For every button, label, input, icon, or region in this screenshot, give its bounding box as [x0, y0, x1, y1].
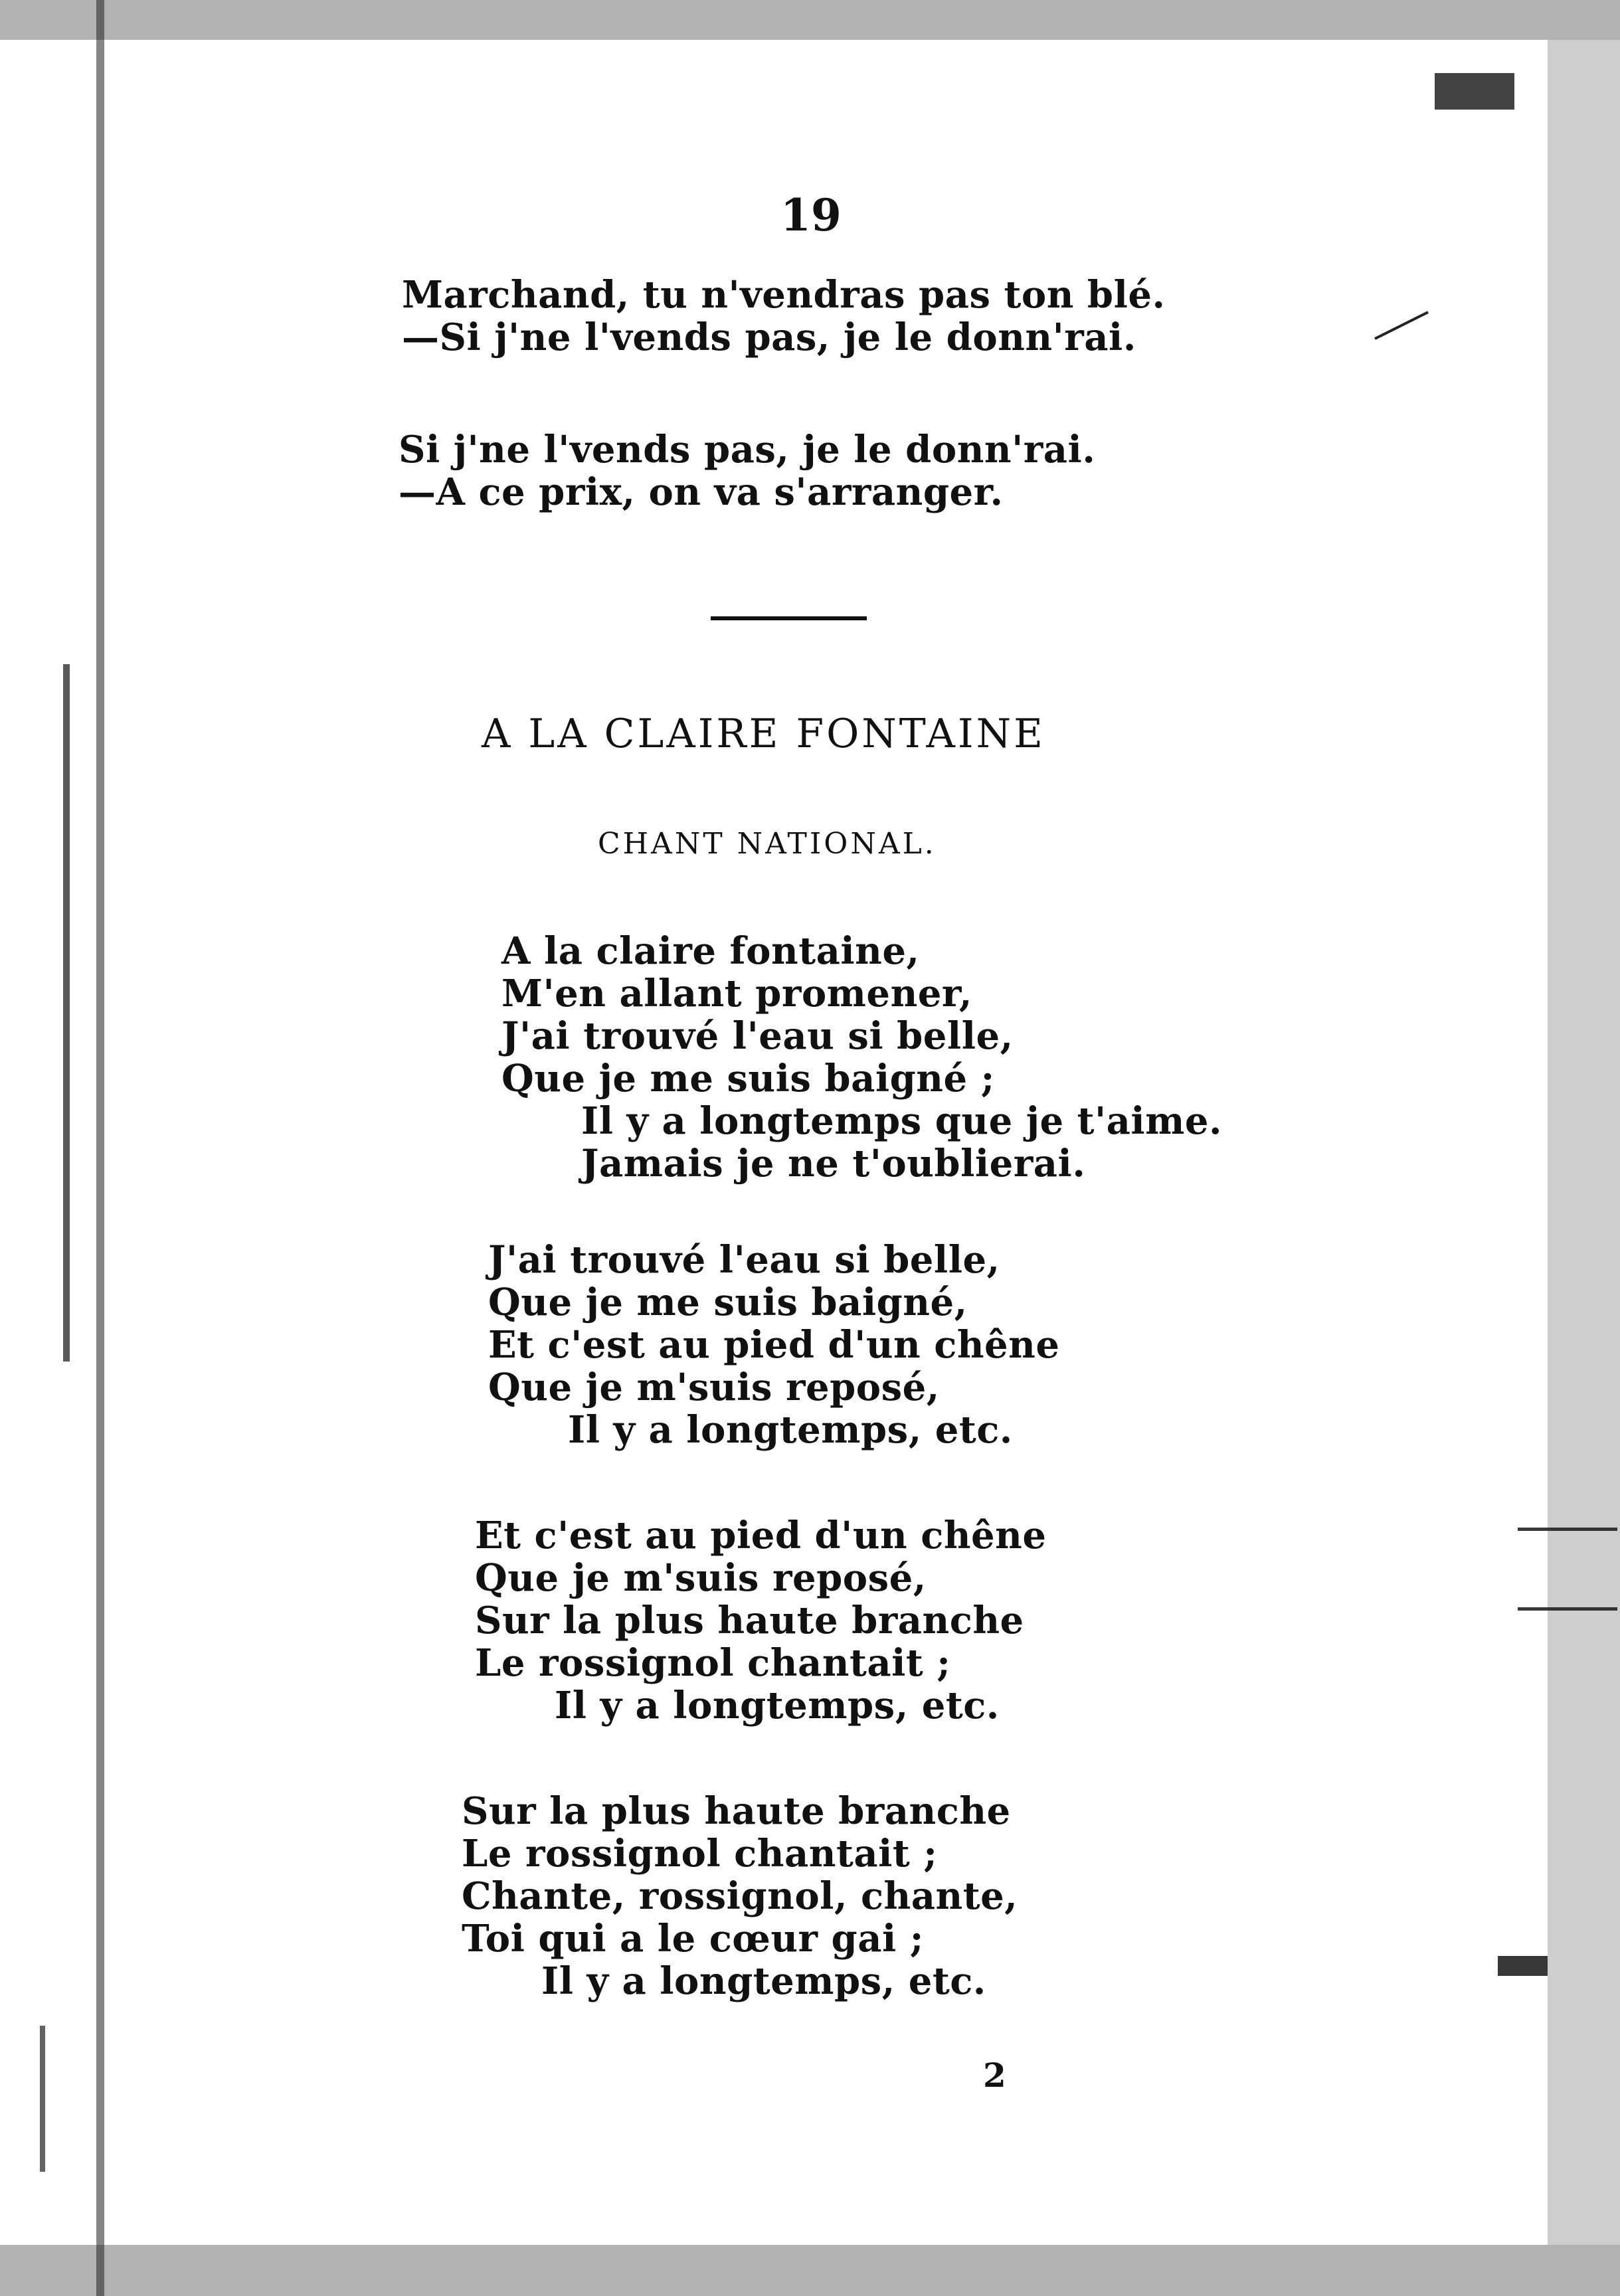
- verse-line: Le rossignol chantait ;: [462, 1832, 938, 1876]
- verse-line: Il y a longtemps, etc.: [568, 1408, 1013, 1452]
- section-divider: [711, 616, 867, 620]
- verse-line: —Si j'ne l'vends pas, je le donn'rai.: [402, 315, 1136, 359]
- verse-line: Que je me suis baigné ;: [501, 1057, 995, 1101]
- verse-line: Il y a longtemps, etc.: [541, 1959, 986, 2003]
- verse-line: Il y a longtemps que je t'aime.: [581, 1099, 1223, 1143]
- verse-line: A la claire fontaine,: [501, 929, 920, 973]
- verse-line: Que je m'suis reposé,: [475, 1556, 927, 1600]
- verse-line: J'ai trouvé l'eau si belle,: [501, 1014, 1014, 1058]
- verse-line: Que je m'suis reposé,: [488, 1366, 940, 1409]
- page-number: 19: [780, 189, 842, 241]
- verse-line: Le rossignol chantait ;: [475, 1641, 951, 1685]
- song-subtitle: CHANT NATIONAL.: [598, 827, 937, 861]
- verse-line: —A ce prix, on va s'arranger.: [399, 470, 1004, 514]
- verse-line: Toi qui a le cœur gai ;: [462, 1917, 924, 1961]
- verse-line: Marchand, tu n'vendras pas ton blé.: [402, 273, 1166, 317]
- verse-line: Sur la plus haute branche: [462, 1789, 1011, 1833]
- verse-line: Et c'est au pied d'un chêne: [488, 1323, 1060, 1367]
- verse-line: Et c'est au pied d'un chêne: [475, 1514, 1047, 1557]
- verse-line: Chante, rossignol, chante,: [462, 1874, 1018, 1918]
- verse-line: Il y a longtemps, etc.: [555, 1684, 1000, 1727]
- verse-line: M'en allant promener,: [501, 972, 972, 1016]
- signature-mark: 2: [983, 2056, 1006, 2095]
- verse-line: J'ai trouvé l'eau si belle,: [488, 1238, 1000, 1282]
- verse-line: Si j'ne l'vends pas, je le donn'rai.: [399, 428, 1096, 472]
- verse-line: Jamais je ne t'oublierai.: [581, 1142, 1086, 1186]
- verse-line: Sur la plus haute branche: [475, 1599, 1024, 1642]
- verse-line: Que je me suis baigné,: [488, 1280, 968, 1324]
- song-title: A LA CLAIRE FONTAINE: [482, 711, 1045, 757]
